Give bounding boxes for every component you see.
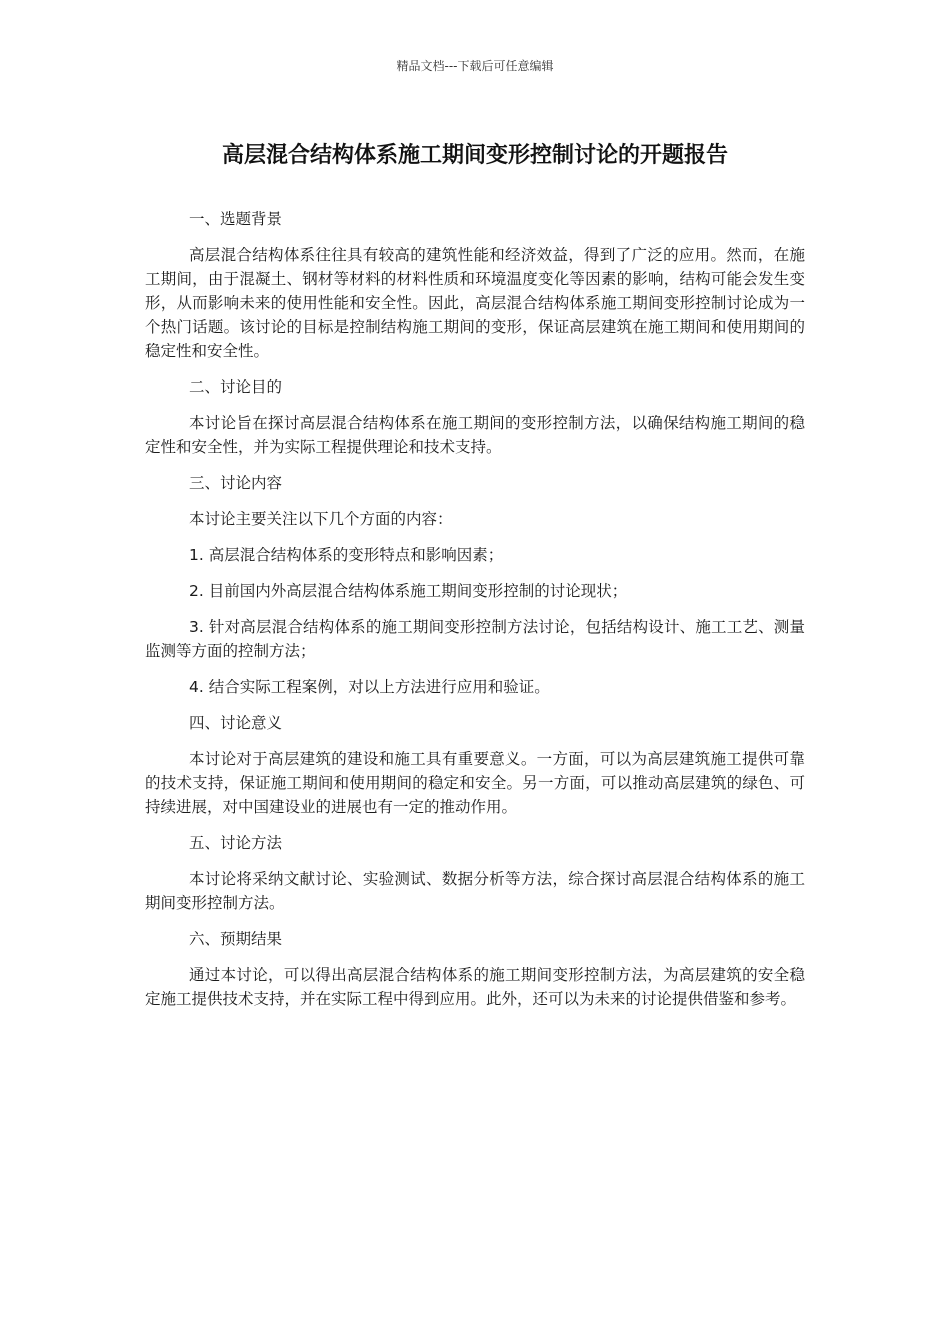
section-heading-purpose: 二、讨论目的 [189,378,283,396]
header-watermark: 精品文档---下载后可任意编辑 [396,59,554,73]
list-item-2: 2. 目前国内外高层混合结构体系施工期间变形控制的讨论现状； [189,582,628,600]
section-heading-background: 一、选题背景 [189,210,283,228]
list-item-1: 1. 高层混合结构体系的变形特点和影响因素； [189,546,504,564]
section-heading-results: 六、预期结果 [189,930,283,948]
list-item-4: 4. 结合实际工程案例，对以上方法进行应用和验证。 [189,678,550,696]
section-heading-content: 三、讨论内容 [189,474,283,492]
paragraph-method: 本讨论将采纳文献讨论、实验测试、数据分析等方法，综合探讨高层混合结构体系的施工期间变形控制方法。 [145,870,805,912]
paragraph-significance: 本讨论对于高层建筑的建设和施工具有重要意义。一方面，可以为高层建筑施工提供可靠的技术支持，保证施工期间和使用期间的稳定和安全。另一方面，可以推动高层建筑的绿色、可持续进展，对中国建设业的进展也有一定的推动作用。 [145,750,805,816]
paragraph-purpose: 本讨论旨在探讨高层混合结构体系在施工期间的变形控制方法，以确保结构施工期间的稳定性和安全性，并为实际工程提供理论和技术支持。 [145,414,805,456]
paragraph-content-intro: 本讨论主要关注以下几个方面的内容： [189,510,453,528]
document-body [145,207,805,1023]
paragraph-results: 通过本讨论，可以得出高层混合结构体系的施工期间变形控制方法，为高层建筑的安全稳定施工提供技术支持，并在实际工程中得到应用。此外，还可以为未来的讨论提供借鉴和参考。 [145,966,805,1008]
section-heading-significance: 四、讨论意义 [189,714,283,732]
document-title: 高层混合结构体系施工期间变形控制讨论的开题报告 [221,143,728,168]
list-item-3: 3. 针对高层混合结构体系的施工期间变形控制方法讨论，包括结构设计、施工工艺、测量监测等方面的控制方法； [145,618,805,660]
paragraph-background: 高层混合结构体系往往具有较高的建筑性能和经济效益，得到了广泛的应用。然而，在施工期间，由于混凝土、钢材等材料的材料性质和环境温度变化等因素的影响，结构可能会发生变形，从而影响未来的使用性能和安全性。因此，高层混合结构体系施工期间变形控制讨论成为一个热门话题。该讨论的目标是控制结构施工期间的变形，保证高层建筑在施工期间和使用期间的稳定性和安全性。 [145,246,805,360]
section-heading-method: 五、讨论方法 [189,834,283,852]
